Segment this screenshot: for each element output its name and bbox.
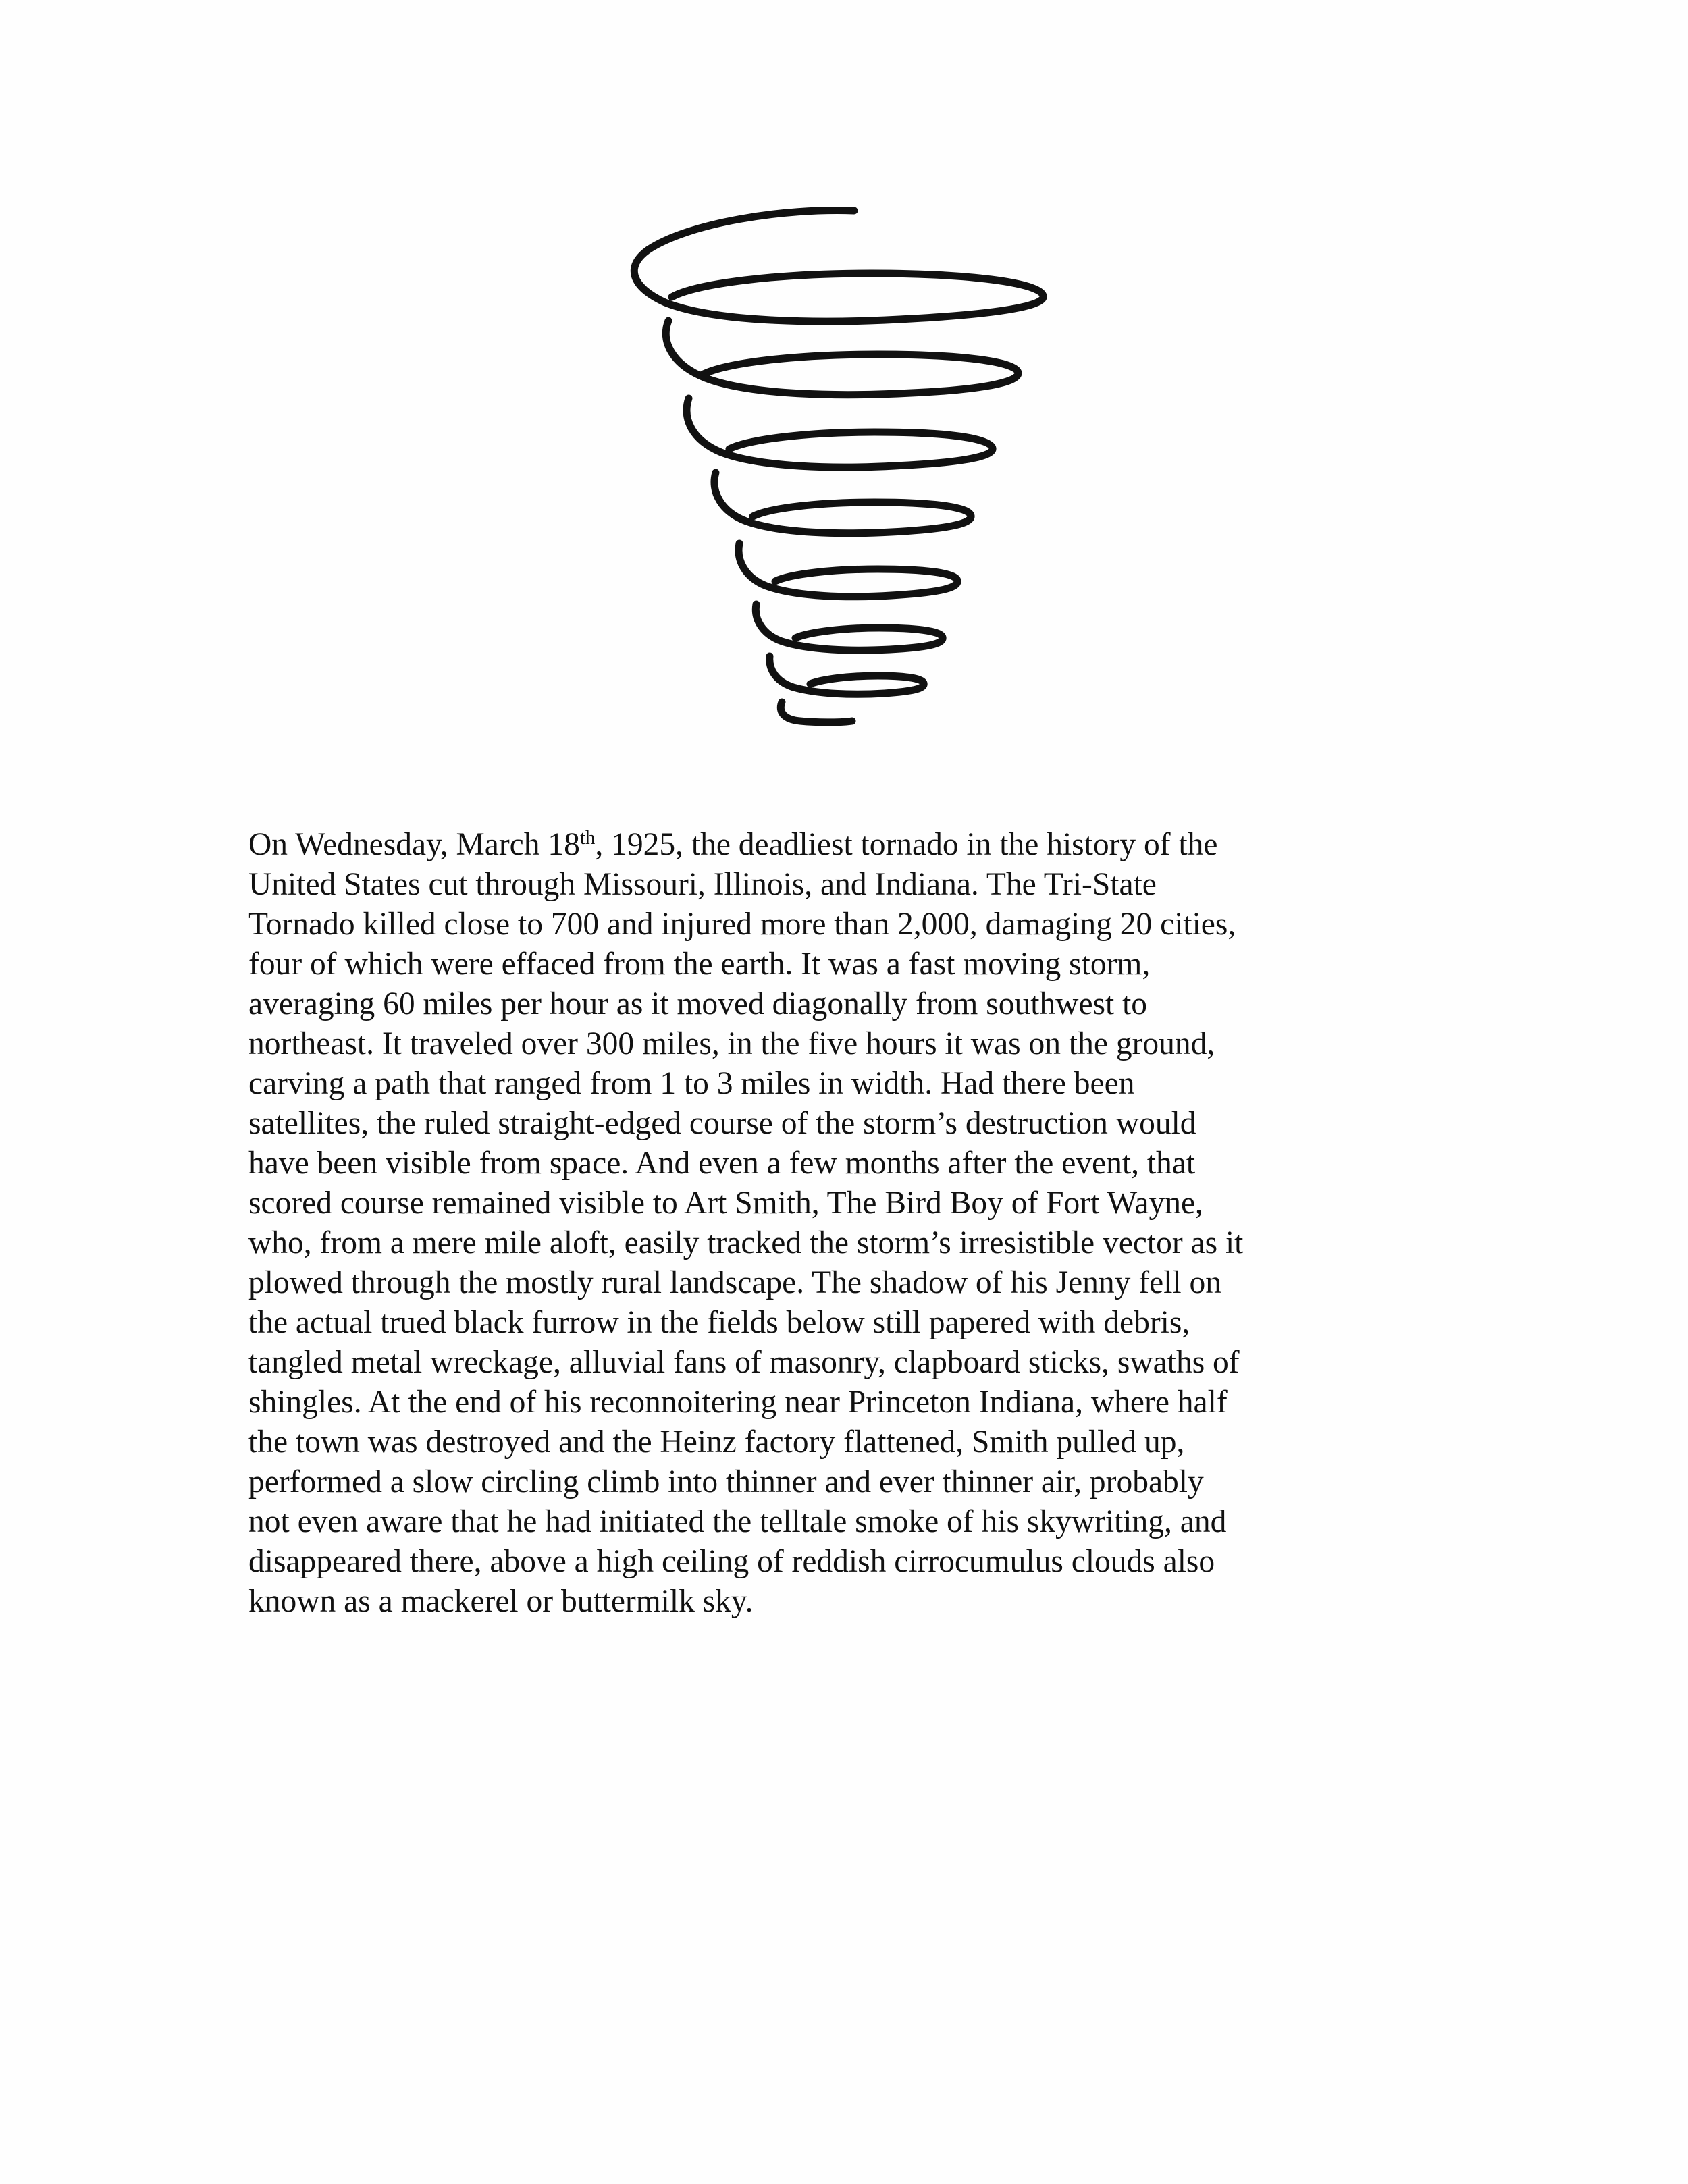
paragraph-line: the actual trued black furrow in the fields below still papered with debris, <box>248 1305 1190 1340</box>
paragraph-line: the town was destroyed and the Heinz factory flattened, Smith pulled up, <box>248 1424 1185 1460</box>
paragraph-line: averaging 60 miles per hour as it moved diagonally from southwest to <box>248 986 1148 1021</box>
text-segment: On Wednesday, March 18 <box>248 827 580 862</box>
paragraph-line: performed a slow circling climb into thinner and ever thinner air, probably <box>248 1464 1204 1499</box>
article-paragraph <box>248 825 1457 1622</box>
spiral-coil <box>634 211 1043 321</box>
paragraph-line: scored course remained visible to Art Smith, The Bird Boy of Fort Wayne, <box>248 1186 1203 1221</box>
spiral-coil <box>739 543 957 597</box>
paragraph-line: not even aware that he had initiated the telltale smoke of his skywriting, and <box>248 1504 1227 1539</box>
spiral-coil <box>770 656 924 694</box>
paragraph-line: disappeared there, above a high ceiling of reddish cirrocumulus clouds also <box>248 1544 1215 1579</box>
spiral-coil <box>756 604 943 650</box>
paragraph-line: known as a mackerel or buttermilk sky. <box>248 1584 754 1619</box>
paragraph-line: carving a path that ranged from 1 to 3 miles in width. Had there been <box>248 1066 1135 1101</box>
paragraph-line: northeast. It traveled over 300 miles, in the five hours it was on the ground, <box>248 1026 1215 1061</box>
spiral-coil <box>666 321 1018 395</box>
paragraph-line: Tornado killed close to 700 and injured more than 2,000, damaging 20 cities, <box>248 907 1236 942</box>
spiral-coil <box>687 398 993 467</box>
paragraph-line: United States cut through Missouri, Illinois, and Indiana. The Tri-State <box>248 867 1157 902</box>
paragraph-line: shingles. At the end of his reconnoitering near Princeton Indiana, where half <box>248 1385 1228 1420</box>
spiral-tail <box>781 702 852 722</box>
paragraph-line: satellites, the ruled straight-edged course of the storm’s destruction would <box>248 1106 1196 1141</box>
spiral-coil <box>714 473 971 533</box>
tornado-spiral-icon <box>608 196 1080 736</box>
text-segment: , 1925, the deadliest tornado in the history of the <box>595 827 1218 862</box>
paragraph-line: plowed through the mostly rural landscape. The shadow of his Jenny fell on <box>248 1265 1221 1300</box>
paragraph-line <box>248 825 1457 865</box>
paragraph-line: tangled metal wreckage, alluvial fans of masonry, clapboard sticks, swaths of <box>248 1345 1240 1380</box>
paragraph-line: have been visible from space. And even a few months after the event, that <box>248 1146 1196 1181</box>
ordinal-superscript: th <box>579 827 596 849</box>
paragraph-line: who, from a mere mile aloft, easily tracked the storm’s irresistible vector as it <box>248 1225 1244 1260</box>
paragraph-line: four of which were effaced from the earth. It was a fast moving storm, <box>248 947 1151 982</box>
